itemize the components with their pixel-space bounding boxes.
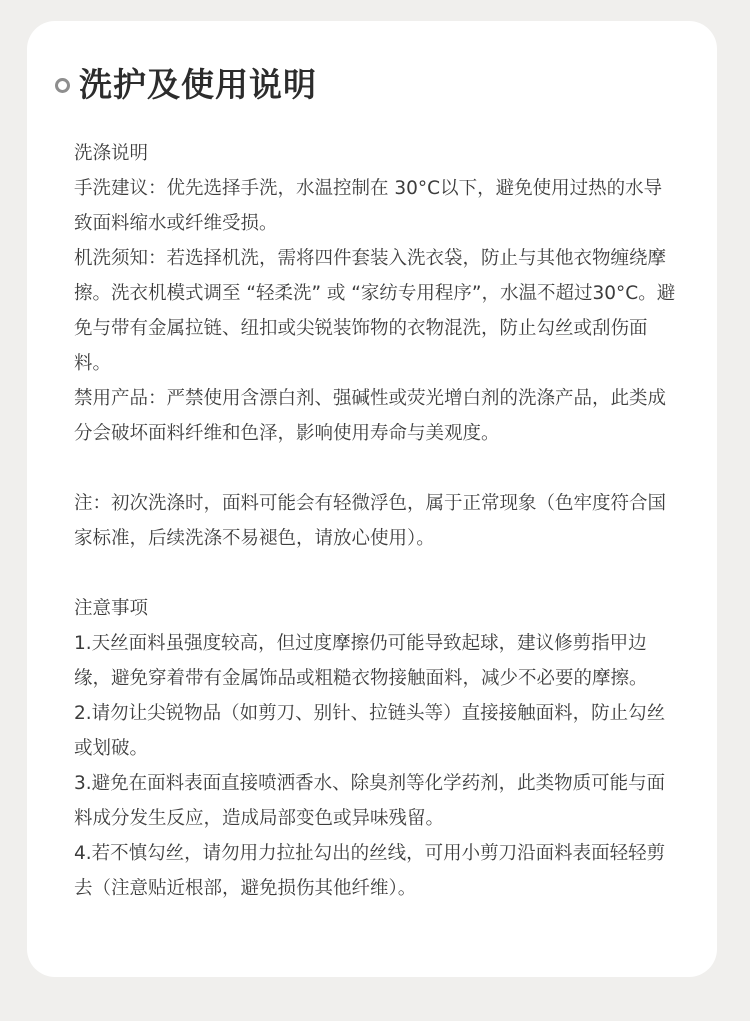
washing-section — [74, 136, 679, 451]
precaution-item-1: 1.天丝面料虽强度较高，但过度摩擦仍可能导致起球，建议修剪指甲边缘，避免穿着带有金属饰品或粗糙衣物接触面料，减少不必要的摩擦。 — [74, 633, 648, 689]
note-section — [74, 486, 679, 556]
spacer — [74, 556, 679, 591]
circle-bullet-icon — [55, 78, 70, 93]
paragraph-machine-wash: 机洗须知：若选择机洗，需将四件套装入洗衣袋，防止与其他衣物缠绕摩擦。洗衣机模式调至 “轻柔洗” 或 “家纺专用程序”，水温不超过30°C。避免与带有金属拉链、纽扣或尖锐装饰物的衣物混洗，防止勾丝或刮伤面料。 — [74, 248, 676, 374]
precaution-item-3: 3.避免在面料表面直接喷洒香水、除臭剂等化学药剂，此类物质可能与面料成分发生反应，造成局部变色或异味残留。 — [74, 773, 666, 829]
paragraph-prohibited-products: 禁用产品：严禁使用含漂白剂、强碱性或荧光增白剂的洗涤产品，此类成分会破坏面料纤维和色泽，影响使用寿命与美观度。 — [74, 388, 667, 444]
spacer — [74, 451, 679, 486]
section-heading-precautions: 注意事项 — [74, 598, 149, 619]
care-content — [74, 136, 679, 906]
paragraph-first-wash-note: 注：初次洗涤时，面料可能会有轻微浮色，属于正常现象（色牢度符合国家标准，后续洗涤不易褪色，请放心使用）。 — [74, 493, 667, 549]
title-row — [55, 65, 317, 105]
page-title: 洗护及使用说明 — [79, 65, 317, 104]
care-instructions-card — [27, 21, 717, 977]
precaution-item-4: 4.若不慎勾丝，请勿用力拉扯勾出的丝线，可用小剪刀沿面料表面轻轻剪去（注意贴近根部，避免损伤其他纤维）。 — [74, 843, 666, 899]
precaution-item-2: 2.请勿让尖锐物品（如剪刀、别针、拉链头等）直接接触面料，防止勾丝或划破。 — [74, 703, 666, 759]
precautions-section — [74, 591, 679, 906]
paragraph-hand-wash: 手洗建议：优先选择手洗，水温控制在 30°C以下，避免使用过热的水导致面料缩水或纤维受损。 — [74, 178, 663, 234]
section-heading-washing: 洗涤说明 — [74, 143, 149, 164]
